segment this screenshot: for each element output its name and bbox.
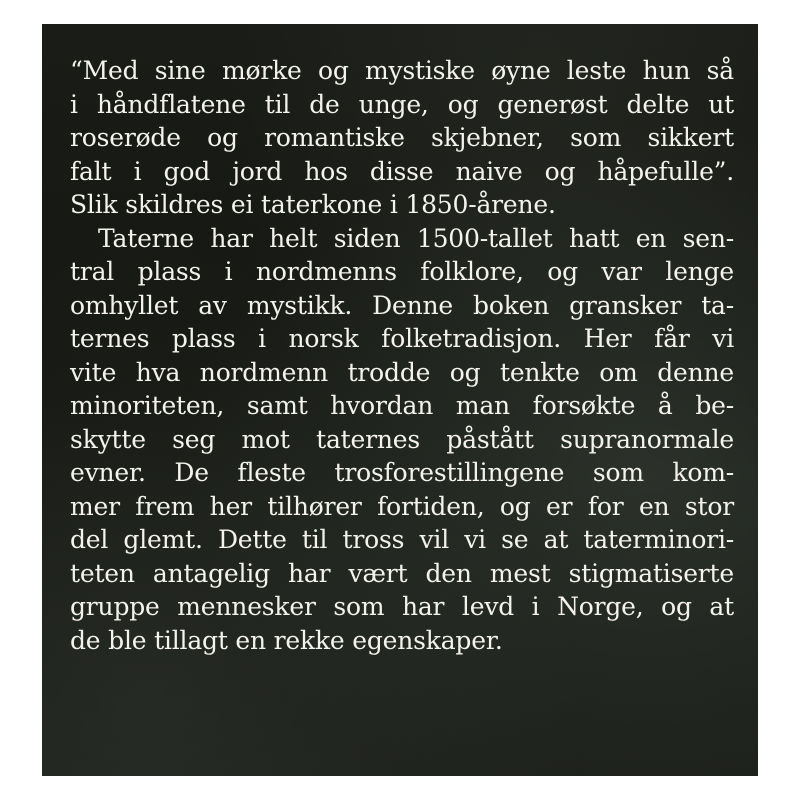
text-line: minoriteten, samt hvordan man forsøkte å be-: [70, 391, 734, 420]
text-line: vite hva nordmenn trodde og tenkte om denne: [70, 357, 734, 387]
text-line: ternes plass i norsk folketradisjon. Her får vi: [70, 324, 734, 353]
text-line: del glemt. Dette til tross vil vi se at taterminori-: [70, 525, 734, 554]
text-line: roserøde og romantiske skjebner, som sikkert: [70, 123, 734, 152]
text-line: teten antagelig har vært den mest stigmatiserte: [70, 558, 734, 588]
text-line: Taterne har helt siden 1500-tallet hatt en sen-: [98, 223, 734, 253]
text-line: de ble tillagt en rekke egenskaper.: [70, 625, 503, 655]
paragraph-quote: [70, 54, 734, 222]
paragraph-description: [70, 222, 734, 658]
text-line: skytte seg mot taternes påstått supranormale: [70, 424, 734, 454]
text-line: gruppe mennesker som har levd i Norge, og at: [70, 592, 734, 621]
text-line: Slik skildres ei taterkone i 1850-årene.: [70, 190, 556, 219]
blurb-text: [70, 54, 734, 657]
text-line: i håndflatene til de unge, og generøst delte ut: [70, 89, 734, 119]
book-back-cover: [42, 24, 758, 776]
text-line: omhyllet av mystikk. Denne boken gransker ta-: [70, 290, 734, 320]
text-line: mer frem her tilhører fortiden, og er for en stor: [70, 491, 734, 521]
text-line: tral plass i nordmenns folklore, og var lenge: [70, 257, 734, 286]
text-line: “Med sine mørke og mystiske øyne leste hun så: [70, 56, 734, 85]
text-line: falt i god jord hos disse naive og håpefulle”.: [70, 156, 734, 186]
text-line: evner. De fleste trosforestillingene som kom-: [70, 458, 734, 487]
